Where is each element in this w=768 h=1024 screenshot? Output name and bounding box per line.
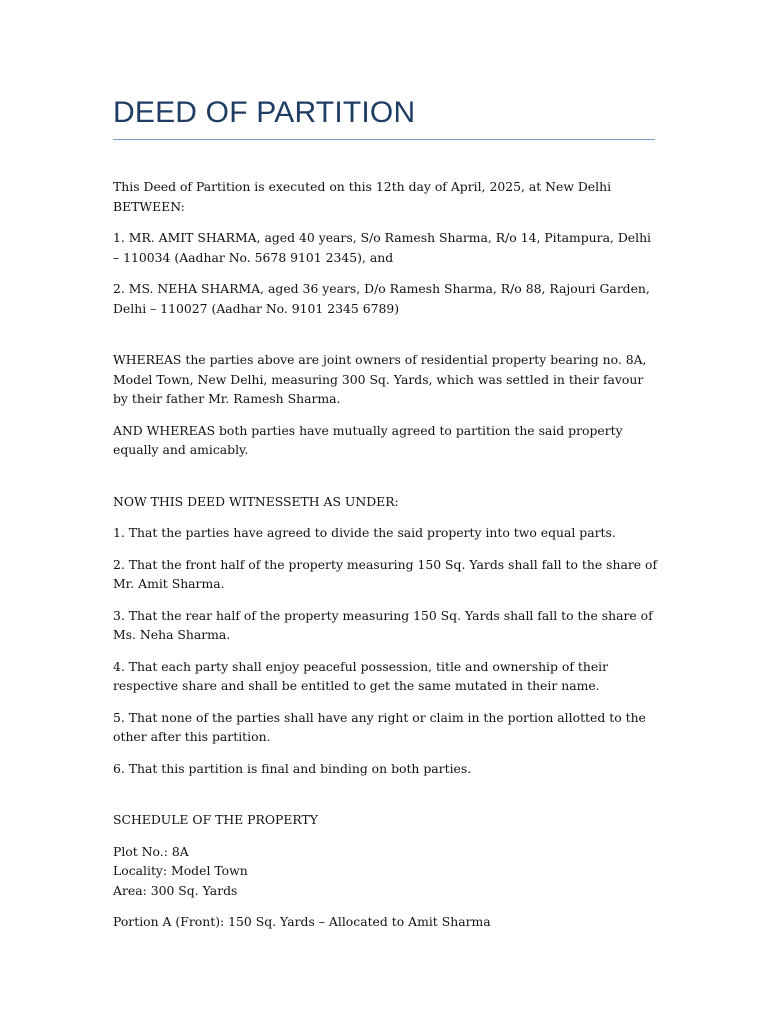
- clause-2: 2. That the front half of the property measuring 150 Sq. Yards shall fall to the share of Mr. Amit Sharma.: [113, 556, 658, 591]
- clause-3: 3. That the rear half of the property measuring 150 Sq. Yards shall fall to the share of Ms. Neha Sharma.: [113, 607, 653, 642]
- party-1: 1. MR. AMIT SHARMA, aged 40 years, S/o Ramesh Sharma, R/o 14, Pitampura, Delhi – 110034 (Aadhar No. 5678 9101 2345), and: [113, 230, 652, 265]
- schedule-details: [113, 842, 658, 901]
- clause-1: 1. That the parties have agreed to divide the said property into two equal parts.: [113, 525, 616, 540]
- document-title: DEED OF PARTITION: [113, 96, 416, 129]
- clause-5: 5. That none of the parties shall have any right or claim in the portion allotted to the other after this partition.: [113, 709, 646, 744]
- schedule-locality: Locality: Model Town: [113, 863, 248, 878]
- schedule-area: Area: 300 Sq. Yards: [113, 882, 238, 898]
- schedule-plot-no: Plot No.: 8A: [113, 843, 189, 859]
- witnesseth-heading: NOW THIS DEED WITNESSETH AS UNDER:: [113, 493, 399, 509]
- schedule-heading: SCHEDULE OF THE PROPERTY: [113, 812, 318, 827]
- whereas-paragraph-1: WHEREAS the parties above are joint owners of residential property bearing no. 8A, Model Town, New Delhi, measuring 300 Sq. Yards, which was settled in their favour by their father Mr. Ramesh Sharma.: [113, 352, 647, 406]
- portion-a: Portion A (Front): 150 Sq. Yards – Allocated to Amit Sharma: [113, 914, 491, 929]
- title-underline: [113, 139, 655, 140]
- intro-paragraph: This Deed of Partition is executed on this 12th day of April, 2025, at New Delhi BETWEEN:: [113, 179, 612, 214]
- document-body: [113, 177, 658, 944]
- whereas-paragraph-2: AND WHEREAS both parties have mutually agreed to partition the said property equally and amicably.: [113, 422, 623, 457]
- clause-6: 6. That this partition is final and binding on both parties.: [113, 760, 472, 776]
- party-2: 2. MS. NEHA SHARMA, aged 36 years, D/o Ramesh Sharma, R/o 88, Rajouri Garden, Delhi – 110027 (Aadhar No. 9101 2345 6789): [113, 281, 650, 316]
- clause-4: 4. That each party shall enjoy peaceful possession, title and ownership of their respective share and shall be entitled to get the same mutated in their name.: [113, 658, 609, 693]
